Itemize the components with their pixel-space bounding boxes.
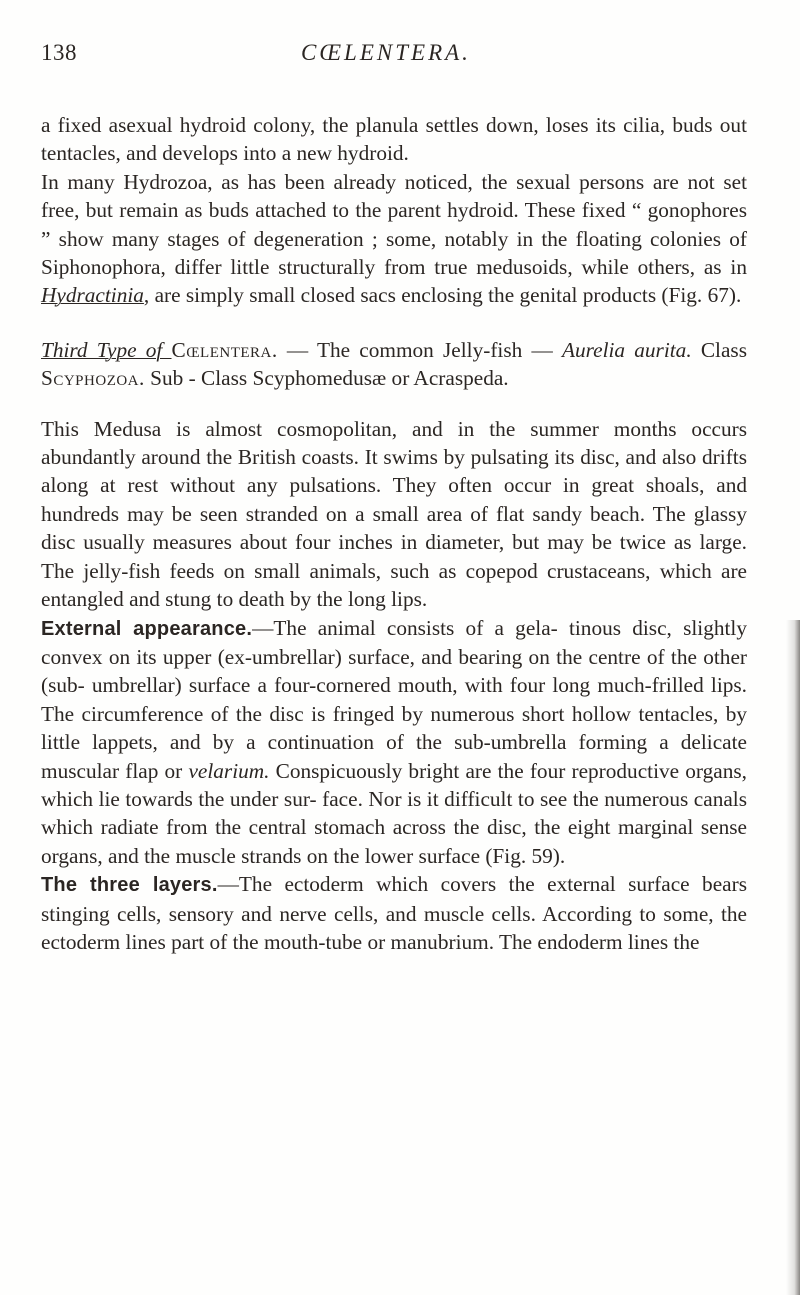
heading-italic: Third Type of	[41, 337, 172, 362]
term-italic: velarium.	[188, 758, 270, 783]
subheading: External appearance.	[41, 617, 253, 640]
heading-text: Sub - Class Scyphomedusæ or Acraspeda.	[144, 366, 509, 391]
paragraph-text: —The ectoderm which covers the external surface bears stinging cells, sensory and nerve cells, and muscle cells. According to some, the ectoderm lines part of the mouth-tube or manubrium. The endoderm lines the	[41, 872, 747, 954]
genus-name: Hydractinia	[41, 283, 144, 308]
paragraph-three-layers	[41, 870, 747, 956]
paragraph-text: In many Hydrozoa, as has been already noticed, the sexual persons are not set free, but remain as buds attached to the parent hydroid. These fixed “ gonophores ” show many stages of degeneration ; some, notably in the floating colonies of Siphonophora, differ little structurally from true medusoids, while others, as in	[41, 169, 747, 280]
paragraph-text: Conspicuously bright are the four reproductive organs, which lie towards the under sur- face. Nor is it difficult to see the numerous canals which radiate from the central stomach across the disc, the eight marginal sense organs, and the muscle strands on the lower surface (Fig. 59).	[41, 758, 747, 868]
paragraph-text: This Medusa is almost cosmopolitan, and in the summer months occurs abundantly around the British coasts. It swims by pulsating its disc, and also drifts along at rest without any pulsations. They often occur in great shoals, and hundreds may be seen stranded on a small area of flat sandy beach. The glassy disc usually measures about four inches in diameter, but may be twice as large. The jelly-fish feeds on small animals, such as copepod crustaceans, which are entangled and stung to death by the long lips.	[41, 416, 747, 612]
heading-text: — The common Jelly-fish —	[277, 337, 562, 362]
class-name: Scyphozoa.	[41, 366, 145, 391]
paragraph-external-appearance	[41, 614, 747, 871]
heading-smallcaps: Cœlentera.	[171, 337, 278, 362]
paragraph-gonophores	[41, 168, 747, 310]
paragraph-continued	[41, 111, 747, 168]
heading-text: Class	[691, 337, 747, 362]
species-name: Aurelia aurita.	[561, 337, 692, 362]
section-heading	[41, 336, 747, 393]
body-text	[41, 111, 747, 956]
page-header	[41, 40, 744, 80]
running-title: CŒLENTERA.	[301, 40, 471, 65]
paragraph-text: —The animal consists of a gela- tinous disc, slightly convex on its upper (ex-umbrellar) surface, and bearing on the centre of the other (sub- umbrellar) surface a four-cornered mouth, with four long much-frilled lips. The circumference of the disc is fringed by numerous short hollow tentacles, by little lappets, and by a continuation of the sub-umbrella forming a delicate muscular flap or	[41, 615, 747, 783]
paragraph-text: a fixed asexual hydroid colony, the planula settles down, loses its cilia, buds out tentacles, and develops into a new hydroid.	[41, 113, 747, 166]
paragraph-text: , are simply small closed sacs enclosing the genital products (Fig. 67).	[143, 283, 742, 308]
page-number: 138	[41, 40, 77, 65]
paragraph-medusa	[41, 415, 747, 614]
page-edge-shadow	[786, 620, 800, 1295]
subheading: The three layers.	[41, 874, 218, 897]
